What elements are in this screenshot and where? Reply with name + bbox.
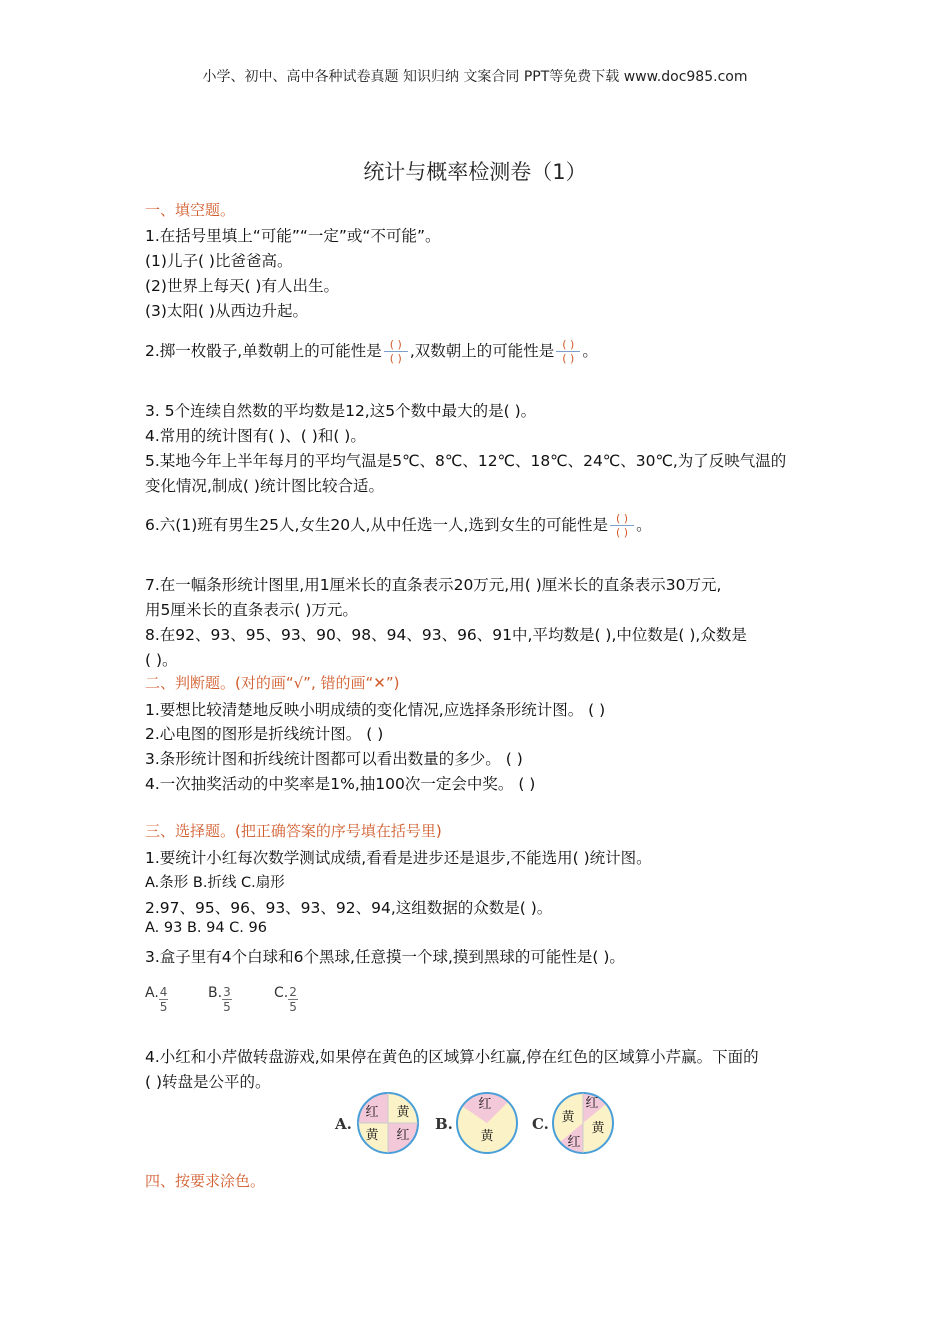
- spinner-c: [553, 1093, 613, 1153]
- fill-q1: 1.在括号里填上“可能”“一定”或“不可能”。: [145, 227, 441, 245]
- fill-q7b: 用5厘米长的直条表示( )万元。: [145, 601, 358, 619]
- fill-q6-text-b: 。: [636, 516, 652, 534]
- option-fraction: [222, 985, 232, 1014]
- fill-q2-blank-fraction-1: [384, 338, 408, 365]
- section-fill-blank-heading: 一、填空题。: [145, 201, 236, 219]
- fill-q4: 4.常用的统计图有( )、( )和( )。: [145, 427, 366, 445]
- fill-q8a: 8.在92、93、95、93、90、98、94、93、96、91中,平均数是( ),中位数是( ),众数是: [145, 626, 747, 644]
- fill-q1a: (1)儿子( )比爸爸高。: [145, 252, 293, 270]
- choice-q1: 1.要统计小红每次数学测试成绩,看看是进步还是退步,不能选用( )统计图。: [145, 849, 652, 867]
- spinner-a-text-yellow: 黄: [365, 1128, 379, 1143]
- blank-denominator: ( ): [615, 526, 629, 539]
- spinner-c-text-yellow: 黄: [561, 1110, 575, 1125]
- spinner-a: [358, 1093, 418, 1153]
- fraction-numerator: 2: [289, 985, 297, 999]
- choice-q3-option-a: [145, 985, 168, 1014]
- choice-q3-option-b: [208, 985, 232, 1014]
- section-choice-heading: 三、选择题。(把正确答案的序号填在括号里): [145, 822, 442, 840]
- choice-q2-options: A. 93 B. 94 C. 96: [145, 920, 267, 936]
- option-label: A.: [145, 985, 159, 1001]
- spinner-b: [457, 1093, 517, 1153]
- judge-q1: 1.要想比较清楚地反映小明成绩的变化情况,应选择条形统计图。 ( ): [145, 701, 606, 719]
- choice-q3-option-c: [274, 985, 298, 1014]
- fill-q1b: (2)世界上每天( )有人出生。: [145, 277, 339, 295]
- fraction-numerator: 3: [223, 985, 231, 999]
- fill-q2: [145, 338, 598, 365]
- judge-q4: 4.一次抽奖活动的中奖率是1%,抽100次一定会中奖。 ( ): [145, 775, 536, 793]
- spinner-c-text-red: 红: [585, 1096, 599, 1111]
- fill-q7a: 7.在一幅条形统计图里,用1厘米长的直条表示20万元,用( )厘米长的直条表示30万元,: [145, 576, 722, 594]
- section-judge-heading: 二、判断题。(对的画“√”, 错的画“✕”): [145, 674, 400, 692]
- option-fraction: [159, 985, 169, 1014]
- choice-q3: 3.盒子里有4个白球和6个黑球,任意摸一个球,摸到黑球的可能性是( )。: [145, 948, 625, 966]
- fraction-numerator: 4: [159, 985, 168, 999]
- fraction-denominator: 5: [289, 1000, 297, 1014]
- judge-q2: 2.心电图的图形是折线统计图。 ( ): [145, 725, 384, 743]
- option-fraction: [288, 985, 298, 1014]
- blank-denominator: ( ): [389, 352, 402, 365]
- page-header: 小学、初中、高中各种试卷真题 知识归纳 文案合同 PPT等免费下载 www.doc985.com: [202, 69, 748, 85]
- spinner-c-label: C.: [532, 1115, 549, 1133]
- spinner-b-text-yellow: 黄: [480, 1129, 494, 1144]
- page-title: 统计与概率检测卷（1）: [363, 160, 587, 184]
- choice-q1-options: A.条形 B.折线 C.扇形: [145, 875, 285, 891]
- fill-q5b: 变化情况,制成( )统计图比较合适。: [145, 477, 384, 495]
- fill-q2-text-c: 。: [582, 342, 598, 360]
- fill-q6-text-a: 6.六(1)班有男生25人,女生20人,从中任选一人,选到女生的可能性是: [145, 516, 608, 534]
- spinner-diagrams: [330, 1088, 630, 1158]
- spinner-c-text-red: 红: [567, 1135, 581, 1150]
- choice-q4a: 4.小红和小芹做转盘游戏,如果停在黄色的区域算小红赢,停在红色的区域算小芹赢。下面的: [145, 1048, 759, 1066]
- spinner-a-text-yellow: 黄: [396, 1105, 410, 1120]
- spinner-c-text-yellow: 黄: [591, 1121, 605, 1136]
- fraction-denominator: 5: [223, 1000, 231, 1014]
- spinner-b-text-red: 红: [478, 1097, 492, 1112]
- fill-q3: 3. 5个连续自然数的平均数是12,这5个数中最大的是( )。: [145, 402, 537, 420]
- spinner-a-text-red: 红: [365, 1105, 379, 1120]
- fill-q8b: ( )。: [145, 651, 178, 669]
- spinner-a-text-red: 红: [396, 1128, 410, 1143]
- blank-numerator: ( ): [610, 512, 634, 526]
- option-label: C.: [274, 985, 289, 1001]
- spinner-b-label: B.: [435, 1115, 453, 1133]
- fill-q1c: (3)太阳( )从西边升起。: [145, 302, 308, 320]
- fill-q2-text-a: 2.掷一枚骰子,单数朝上的可能性是: [145, 342, 382, 360]
- judge-q3: 3.条形统计图和折线统计图都可以看出数量的多少。 ( ): [145, 750, 523, 768]
- fill-q6-blank-fraction: [610, 512, 634, 539]
- fill-q2-text-b: ,双数朝上的可能性是: [409, 342, 555, 360]
- choice-q4b: ( )转盘是公平的。: [145, 1073, 271, 1091]
- blank-denominator: ( ): [562, 352, 575, 365]
- choice-q2: 2.97、95、96、93、93、92、94,这组数据的众数是( )。: [145, 899, 553, 917]
- blank-numerator: ( ): [556, 338, 580, 352]
- option-label: B.: [208, 985, 223, 1001]
- fill-q6: [145, 512, 652, 539]
- section-coloring-heading: 四、按要求涂色。: [145, 1172, 266, 1190]
- spinner-a-label: A.: [335, 1115, 352, 1133]
- fill-q5a: 5.某地今年上半年每月的平均气温是5℃、8℃、12℃、18℃、24℃、30℃,为了反映气温的: [145, 452, 787, 470]
- fraction-denominator: 5: [159, 1000, 168, 1014]
- fill-q2-blank-fraction-2: [556, 338, 580, 365]
- blank-numerator: ( ): [384, 338, 408, 352]
